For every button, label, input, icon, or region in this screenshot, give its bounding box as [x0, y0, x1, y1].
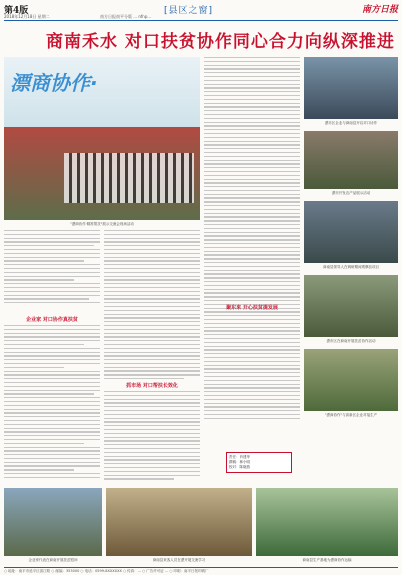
- header-meta: 南方日报南平分版 ... nfnp...: [100, 14, 152, 19]
- subhead-enterprise: 企业家 对口协作真扶贫: [26, 317, 78, 323]
- photo-right-mid3: [304, 275, 398, 337]
- photo-bottom-right: [256, 488, 398, 556]
- page-headline: 商南禾水 对口扶贫协作同心合力向纵深推进: [46, 32, 395, 52]
- credit-writer: 撰稿：林小明: [229, 460, 250, 464]
- masthead-bar: [4, 3, 398, 15]
- article-body-mid-2: [104, 391, 200, 482]
- photo-right-top: [304, 57, 398, 119]
- photo-right-mid1: [304, 131, 398, 189]
- photo-right-mid1-caption: 漂市开发农产品展示活动: [331, 191, 371, 195]
- photo-right-mid2: [304, 201, 398, 263]
- newspaper-logo: 南方日报: [361, 5, 398, 15]
- photo-bottom-left-caption: 企业家代表在商南开展扶贫慰问: [28, 558, 78, 562]
- photo-banner-text: 漂商协作·: [10, 71, 98, 95]
- article-body-left-1: [4, 230, 100, 306]
- page-number: 第4版: [4, 6, 29, 16]
- main-photo: [4, 57, 200, 220]
- photo-right-bottom-caption: "漂商协作"与高新区企业对接生产: [324, 413, 378, 417]
- credit-review: 校对：陈晓燕: [229, 465, 250, 469]
- header-rule: [4, 20, 398, 21]
- photo-right-bottom: [304, 349, 398, 411]
- photo-right-top-caption: 漂市区企业与商南县开启对口协作: [324, 121, 378, 125]
- page-footer: ○ 地址：南平市延平区滨江路 ○ 邮编：353000 ○ 电话：0599-8XXXXXX ○ 传真：... ○ 广告许可证 ... ○ 印刷：南平日报印刷厂: [4, 567, 398, 574]
- photo-bottom-left: [4, 488, 102, 556]
- article-body-left-2: [4, 325, 100, 481]
- credits-box: [226, 452, 292, 473]
- photo-bottom-right-caption: 商南县生产基地为漂商协作运输: [302, 558, 352, 562]
- article-body-mid-1: [104, 230, 200, 382]
- dateline: 2018年12月18日 星期二: [4, 14, 50, 19]
- photo-bottom-mid-caption: 商南县来客人员在漂开展交流学习: [152, 558, 206, 562]
- photo-right-mid3-caption: 漂市区在商南开展扶贫协作活动: [326, 339, 376, 343]
- subhead-east: 聚东来 开心扶贫提发展: [226, 305, 278, 311]
- section-title: [县区之窗]: [164, 6, 214, 16]
- subhead-market: 抓市场 对口帮扶长效化: [126, 383, 178, 389]
- credit-editor: 责任：肖建华: [229, 455, 250, 459]
- photo-right-mid2-caption: 商南县领导人在调研期间观摩品项目: [323, 265, 379, 269]
- article-body-center: [204, 57, 300, 422]
- photo-bottom-mid: [106, 488, 252, 556]
- main-photo-caption: "漂商协作·精准帮扶"展示交流会现场活动: [70, 222, 134, 226]
